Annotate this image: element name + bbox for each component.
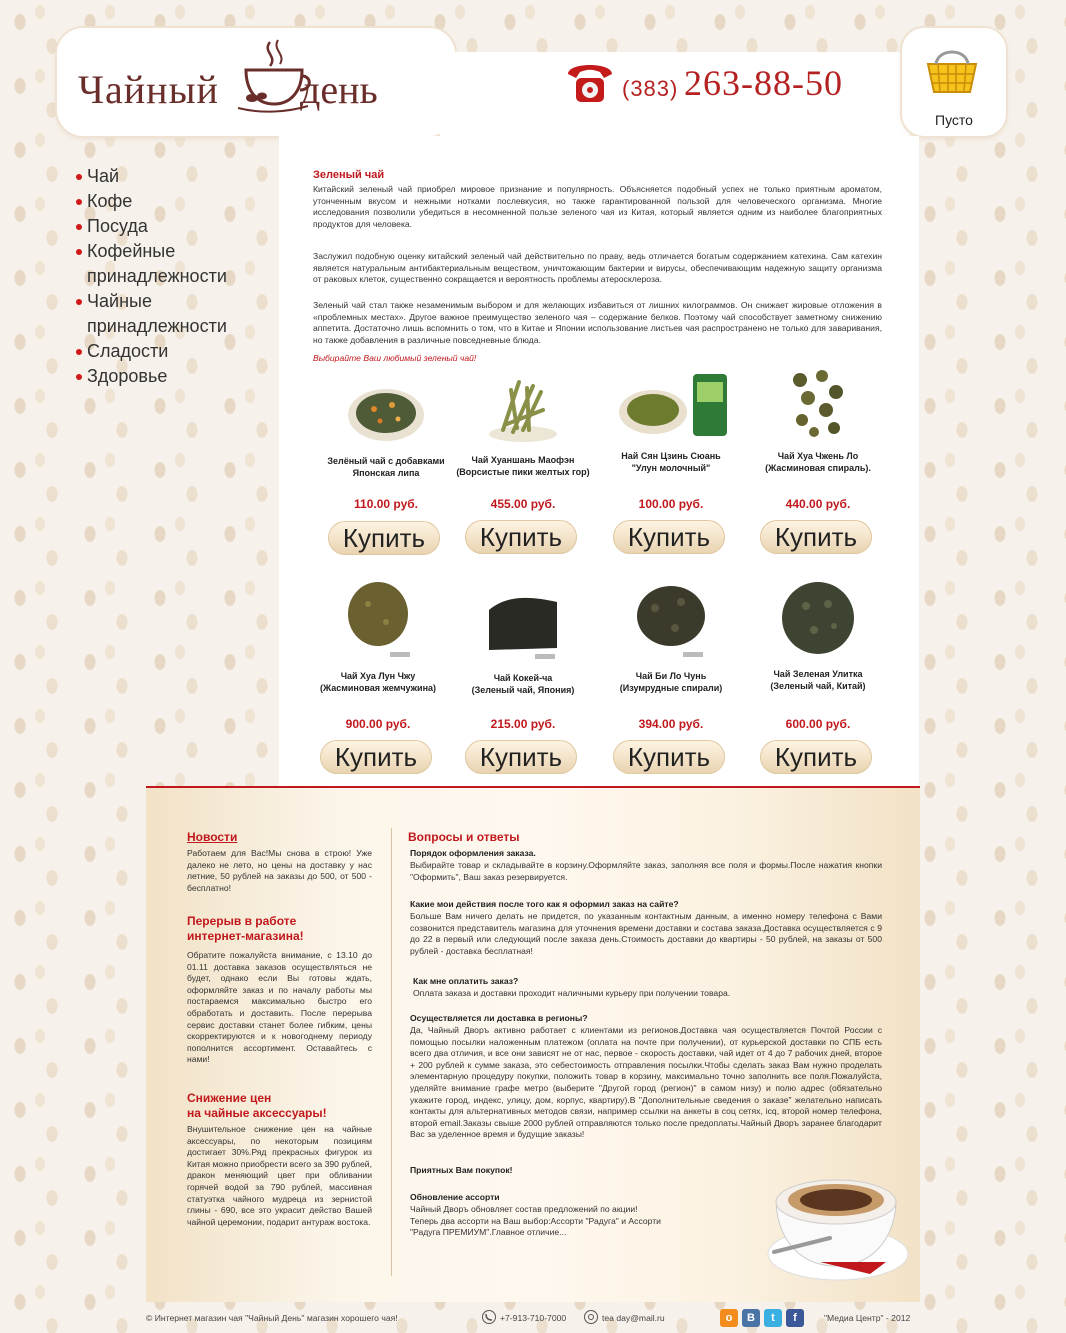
product-name[interactable]: Най Сян Цзинь Сюань "Улун молочный" [621, 451, 721, 473]
menu-item-dishes[interactable]: Посуда [76, 214, 266, 239]
faq-answer: Больше Вам ничего делать не придется, по указанным контактным данным, а именно номеру телефона с Вами созвонится представитель магазина для уточнения времени доставки и состава заказа.Доставка осуществляется с 9 до 22 в первый или следующий после заказа день.Стоимость доставки до квартиры - 50 рублей, на заказы от 500 рублей - доставка бесплатная! [410, 911, 882, 956]
product-name[interactable]: Зелёный чай с добавками Японская липа [327, 456, 445, 478]
menu-item-tea-accessories[interactable]: Чайные принадлежности [76, 289, 266, 339]
phone-icon [482, 1310, 496, 1324]
faq-answer: Да, Чайный Дворъ активно работает с клиентами из регионов.Доставка чая осуществляется Почтой России с помощью посылки наложенным платежом (оплата на почте при получении), от курьерской доставки по СПБ есть всего два отличия, и все они зависят не от нас, первое - скорость доставки, чай идет от 4 до 7 рабочих дней, второе + 200 рублей к сумме заказа, это себестоимость отправления посылки.Чтобы сделать заказ Вам нужно проделать элементарную процедуру покупки, положить товар в корзину, максимально точно заполнить все поля.Пожалуйста, уделяйте внимание графе метро (выберите "Другой город (регион)" в самом низу) и полю адрес (обязательно укажите город, индекс, улицу, дом, корпус, квартиру).В "Дополнительные сведения о заказе" желательно написать контакты для альтернативных методов связи, например ссылки на анкеты в соц сетях, icq, второй номер телефона, второй email.Заказы свыше 2000 рублей отправляются только после предоплаты.Чайный Дворъ заранее благодарит Вас за уделенное время и будущие заказы! [410, 1025, 882, 1140]
product-image[interactable] [483, 370, 563, 450]
product-image[interactable] [483, 580, 563, 660]
phone-number: 263-88-50 [684, 63, 843, 103]
product-card [601, 578, 741, 772]
faq-title: Вопросы и ответы [408, 830, 520, 844]
news-text: Работаем для Вас!Мы снова в строю! Уже далеко не лето, но цены на доставку у нас летние, 50 рублей на заказы до 500, от 500 - бесплатно! [187, 848, 372, 893]
buy-button[interactable]: Купить [613, 520, 725, 554]
article-paragraph: Заслужил подобную оценку китайский зеленый чай действительно по праву, ведь отличается богатым содержанием катехина. Сам катехин является натуральным антибактериальным веществом, уничтожающим бактерии и вирусы, обеспечивающим надежную защиту организма от раковых клеток, существенно сокращается и вероятность проблемы атеросклероза. [313, 251, 882, 285]
vk-icon[interactable]: B [742, 1309, 760, 1327]
sale-title: Снижение цен на чайные аксессуары! [187, 1091, 327, 1120]
product-name[interactable]: Чай Кокей-ча (Зеленый чай, Япония) [471, 673, 575, 695]
article-title: Зеленый чай [313, 169, 385, 181]
product-price: 215.00 руб. [490, 717, 556, 731]
column-divider [391, 828, 392, 1276]
product-card [308, 578, 448, 772]
product-card [453, 580, 593, 772]
buy-button[interactable]: Купить [613, 740, 725, 774]
product-price: 100.00 руб. [638, 497, 704, 511]
article-call-to-action: Выбирайте Ваш любимый зеленый чай! [313, 353, 477, 363]
product-price: 110.00 руб. [354, 497, 418, 511]
sale-text: Внушительное снижение цен на чайные аксессуары, по некоторым позициям достигает 30%.Ряд прекрасных фигурок из Китая можно приобрести всего за 390 рублей, дракон меняющий цвет при обливании горячей водой за 790 рублей, массивная статуэтка чайного мудреца из зернистой глины - 690, все это украсит действо Вашей чайной церемонии, подарит антураж востока. [187, 1124, 372, 1227]
footer-email[interactable]: tea day@mail.ru [602, 1313, 665, 1323]
product-card [601, 368, 741, 552]
logo-text-part1: Чайный [78, 67, 219, 112]
product-name[interactable]: Чай Хуа Лун Чжу (Жасминовая жемчужина) [319, 671, 437, 693]
product-price: 455.00 руб. [490, 497, 556, 511]
shopping-basket-icon[interactable] [920, 40, 984, 104]
product-price: 394.00 руб. [638, 717, 704, 731]
copyright-text: © Интернет магазин чая "Чайный День" магазин хорошего чая! [146, 1313, 398, 1323]
developer-credit[interactable]: "Медиа Центр" - 2012 [824, 1313, 911, 1323]
buy-button[interactable]: Купить [320, 740, 432, 774]
buy-button[interactable]: Купить [465, 740, 577, 774]
news-title[interactable]: Новости [187, 830, 238, 844]
faq-question: Порядок оформления заказа. [410, 848, 536, 858]
telephone-icon [562, 56, 618, 106]
product-card [316, 375, 456, 553]
faq-question: Какие мои действия после того как я оформил заказ на сайте? [410, 899, 679, 909]
product-image[interactable] [611, 368, 731, 448]
facebook-icon[interactable]: f [786, 1309, 804, 1327]
product-image[interactable] [338, 578, 418, 658]
product-card [748, 362, 888, 552]
break-text: Обратите пожалуйста внимание, с 13.10 до 01.11 доставка заказов осуществляться не будет, однако если Вы готовы ждать, оформляйте заказ и по началу работы мы постараемся максимально быстро его обработать и доставить. После перерыва сервис доставки станет более гибким, цены скорректируются и к новогоднему периоду пополнится ассортимент. Оставайтесь с нами! [187, 950, 372, 1065]
article-paragraph: Зеленый чай стал также незаменимым выбором и для желающих избавиться от лишних килограммов. Он снижает жировые отложения в «проблемных местах». Другое важное преимущество зеленого чая – содержание белков. Поэтому чай способствует заметному снижению аппетита. Достаточно лишь вспомнить о том, что в Китае и Японии использование листьев чая распространено не только для заваривания, но также добавления в различные повседневные блюда. [313, 300, 882, 345]
email-icon [584, 1310, 598, 1324]
product-name[interactable]: Чай Хуаншань Маофэн (Ворсистые пики желтых гор) [456, 455, 590, 477]
category-menu [76, 164, 266, 389]
buy-button[interactable]: Купить [328, 521, 440, 555]
footer-phone[interactable]: +7-913-710-7000 [500, 1313, 567, 1323]
buy-button[interactable]: Купить [465, 520, 577, 554]
buy-button[interactable]: Купить [760, 520, 872, 554]
product-price: 900.00 руб. [345, 717, 411, 731]
product-card [748, 576, 888, 772]
product-card [453, 370, 593, 552]
faq-question: Как мне оплатить заказ? [413, 976, 519, 986]
phone-area-code: (383) [622, 76, 679, 101]
menu-item-coffee-accessories[interactable]: Кофейные принадлежности [76, 239, 266, 289]
ok-icon[interactable]: o [720, 1309, 738, 1327]
cart-status-label[interactable]: Пусто [935, 112, 973, 128]
faq-question: Осуществляется ли доставка в регионы? [410, 1013, 588, 1023]
logo-text-part2: день [300, 67, 378, 112]
update-title: Обновление ассорти [410, 1192, 500, 1202]
product-name[interactable]: Чай Хуа Чжень Ло (Жасминовая спираль). [765, 451, 871, 473]
faq-thanks: Приятных Вам покупок! [410, 1165, 513, 1175]
product-image[interactable] [778, 576, 858, 656]
menu-item-sweets[interactable]: Сладости [76, 339, 266, 364]
menu-item-coffee[interactable]: Кофе [76, 189, 266, 214]
buy-button[interactable]: Купить [760, 740, 872, 774]
coffee-cup-image [760, 1142, 910, 1292]
twitter-icon[interactable]: t [764, 1309, 782, 1327]
product-image[interactable] [778, 362, 858, 442]
product-image[interactable] [631, 578, 711, 658]
product-image[interactable] [346, 375, 426, 455]
product-name[interactable]: Чай Би Ло Чунь (Изумрудные спирали) [619, 671, 723, 693]
menu-item-tea[interactable]: Чай [76, 164, 266, 189]
faq-answer: Оплата заказа и доставки проходит наличными курьеру при получении товара. [413, 988, 731, 998]
product-price: 600.00 руб. [785, 717, 851, 731]
menu-item-health[interactable]: Здоровье [76, 364, 266, 389]
break-title: Перерыв в работе интернет-магазина! [187, 914, 304, 943]
article-paragraph: Китайский зеленый чай приобрел мировое признание и популярность. Объясняется подобный успех не только приятным ароматом, утонченным вкусом и нежными нотками послевкусия, но также гарантированной пользой для человеческого организма. Многие исследования позволили убедиться в несомненной пользе зеленого чая из Китая, который является одним из наиболее благоприятных продуктов для человека. [313, 184, 882, 229]
product-name[interactable]: Чай Зеленая Улитка (Зеленый чай, Китай) [770, 669, 866, 691]
update-text: Чайный Дворъ обновляет состав предложений по акции! Теперь два ассорти на Ваш выбор:Ассорти "Радуга" и Ассорти "Радуга ПРЕМИУМ".Главное отличие... [410, 1204, 661, 1238]
product-price: 440.00 руб. [785, 497, 851, 511]
faq-answer: Выбирайте товар и складывайте в корзину.Оформляйте заказ, заполняя все поля и формы.После нажатия кнопки "Оформить", Ваш заказ резервируется. [410, 860, 882, 882]
